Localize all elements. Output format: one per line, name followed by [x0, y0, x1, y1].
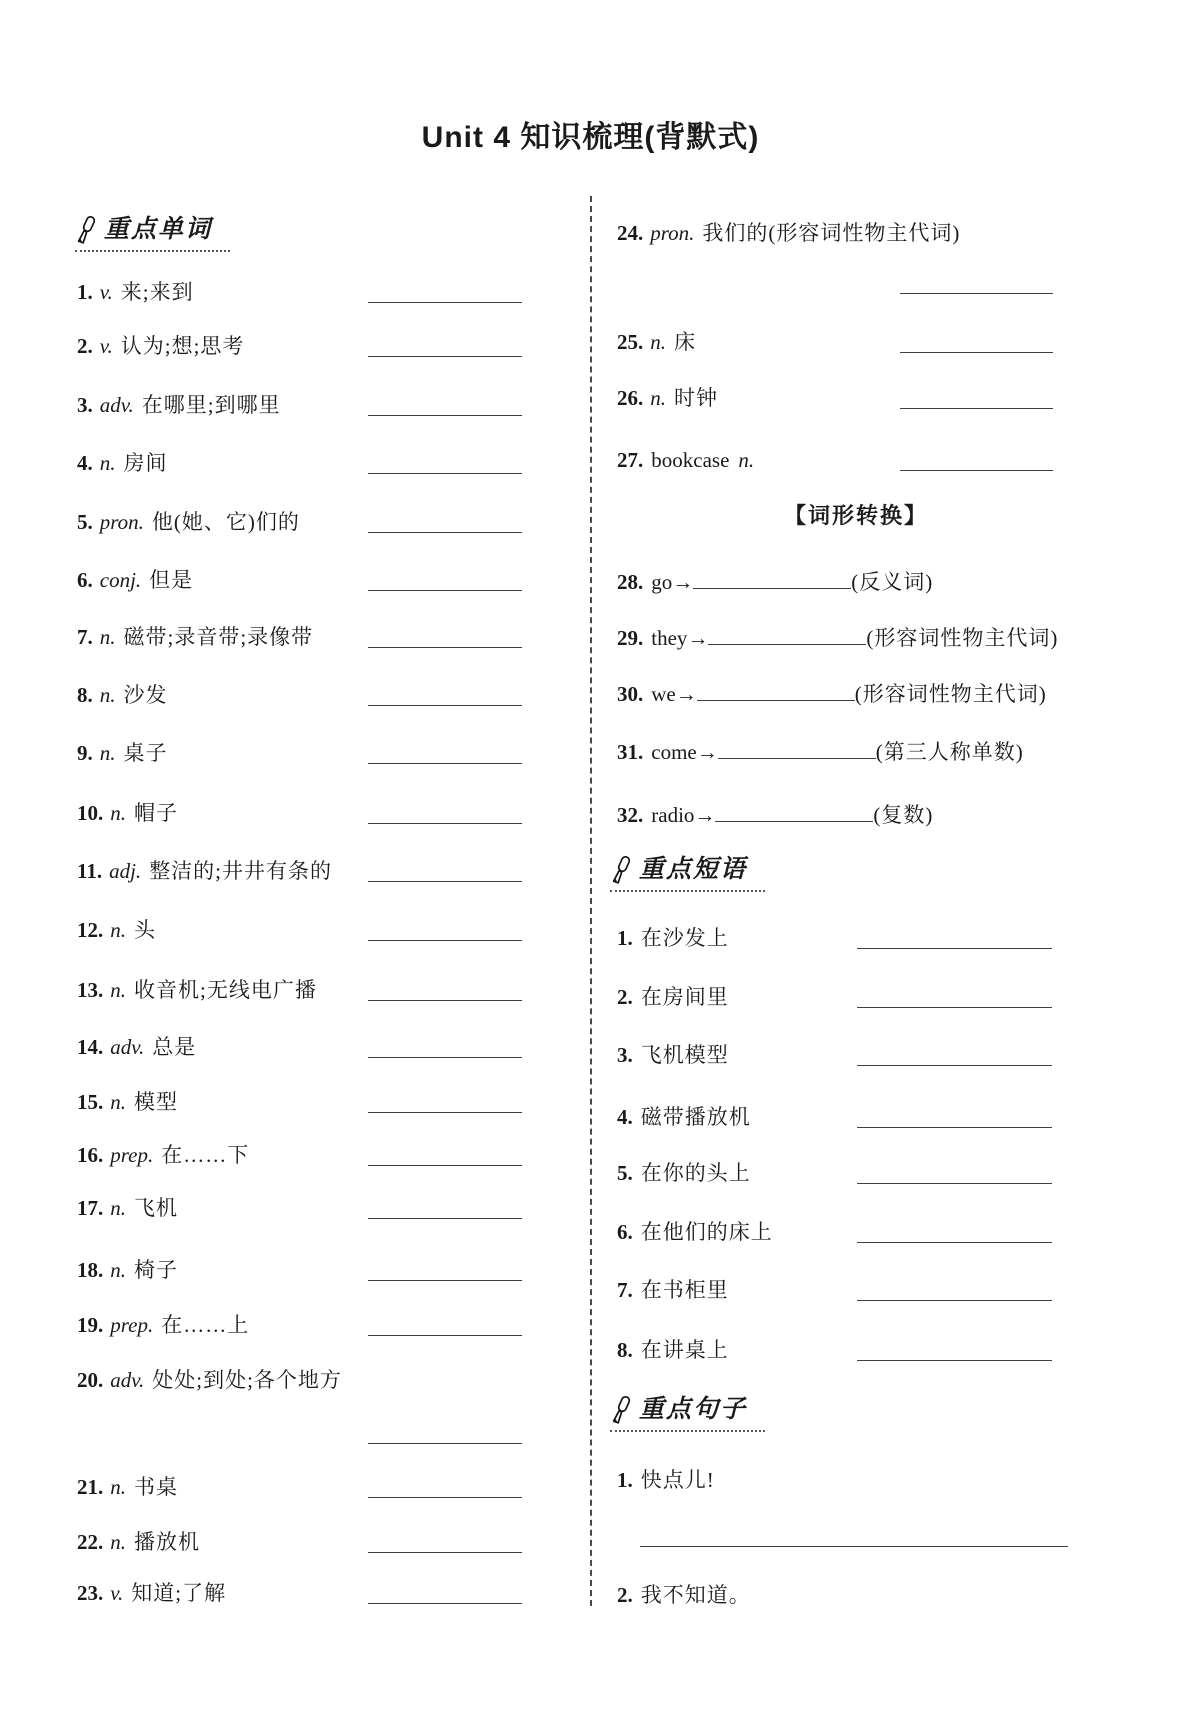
answer-blank[interactable] — [900, 408, 1053, 409]
item-pos: n. — [738, 448, 755, 472]
answer-blank[interactable] — [368, 940, 522, 941]
word-item — [75, 912, 545, 944]
word-item — [75, 1469, 545, 1501]
answer-row — [610, 1518, 1102, 1550]
item-number: 6. — [77, 568, 93, 592]
column-divider — [590, 196, 592, 1606]
item-number: 13. — [77, 978, 104, 1002]
word-item — [75, 1084, 545, 1116]
answer-blank[interactable] — [368, 1218, 522, 1219]
word-item-label — [77, 1195, 178, 1222]
item-def: 磁带;录音带;录像带 — [123, 625, 314, 649]
word-item-label — [77, 1034, 196, 1061]
item-number: 19. — [77, 1313, 104, 1337]
pen-icon — [610, 855, 632, 885]
transform-item-label — [617, 681, 1047, 708]
word-item-label — [617, 385, 718, 412]
word-item — [75, 853, 545, 885]
item-pos: n. — [99, 683, 116, 707]
phrase-item — [610, 1155, 1102, 1187]
word-item — [610, 215, 1102, 247]
item-number: 26. — [617, 386, 644, 410]
word-item — [75, 1362, 545, 1394]
word-item-label — [77, 567, 193, 594]
word-item — [75, 1307, 545, 1339]
item-note: (反义词) — [851, 570, 934, 594]
word-item — [75, 1190, 545, 1222]
item-number: 2. — [617, 985, 633, 1009]
item-def: 房间 — [123, 451, 168, 475]
item-pos: n. — [99, 741, 116, 765]
item-number: 1. — [617, 926, 633, 950]
item-pos: n. — [110, 1258, 126, 1282]
answer-blank[interactable] — [368, 1603, 522, 1604]
item-pos: n. — [110, 1530, 126, 1554]
item-number: 8. — [77, 683, 93, 707]
item-def: 沙发 — [123, 683, 168, 707]
phrase-item-label — [617, 925, 729, 952]
item-def: 他(她、它)们的 — [151, 510, 300, 534]
word-item-label — [77, 624, 313, 651]
transform-header: 【词形转换】 — [783, 503, 928, 528]
word-item — [610, 442, 1102, 474]
item-number: 31. — [617, 740, 644, 764]
item-def: 飞机 — [134, 1196, 178, 1220]
page-title: Unit 4 知识梳理(背默式) — [421, 121, 760, 154]
item-def: 我们的(形容词性物主代词) — [702, 221, 961, 245]
answer-blank[interactable] — [900, 352, 1053, 353]
item-number: 25. — [617, 330, 644, 354]
word-item — [75, 504, 545, 536]
item-number: 22. — [77, 1530, 104, 1554]
item-def: 在他们的床上 — [640, 1220, 773, 1244]
item-pos: n. — [110, 918, 126, 942]
word-item-label — [77, 450, 168, 477]
section-title: 重点句子 — [639, 1394, 748, 1423]
sentence-item — [610, 1462, 1102, 1494]
answer-blank[interactable] — [900, 470, 1053, 471]
answer-blank[interactable] — [368, 473, 522, 474]
answer-blank[interactable] — [368, 1443, 522, 1444]
item-def: 总是 — [152, 1035, 197, 1059]
item-pos: pron. — [99, 510, 144, 534]
word-item — [75, 274, 545, 306]
answer-blank[interactable] — [368, 881, 522, 882]
answer-blank[interactable] — [368, 356, 522, 357]
item-number: 16. — [77, 1143, 104, 1167]
answer-blank[interactable] — [857, 1007, 1052, 1008]
transform-item-label — [617, 739, 1024, 766]
sentence-item — [610, 1577, 1102, 1609]
word-item — [75, 972, 545, 1004]
item-note: (形容词性物主代词) — [854, 682, 1047, 706]
word-item — [75, 619, 545, 651]
answer-blank[interactable] — [368, 823, 522, 824]
word-item — [610, 324, 1102, 356]
phrase-item — [610, 1272, 1102, 1304]
transform-item — [610, 564, 1102, 596]
item-number: 14. — [77, 1035, 104, 1059]
item-number: 3. — [617, 1043, 633, 1067]
item-number: 15. — [77, 1090, 104, 1114]
answer-blank[interactable] — [368, 705, 522, 706]
item-note: (复数) — [873, 803, 934, 827]
item-note: (第三人称单数) — [875, 740, 1024, 764]
word-item-label — [77, 1312, 249, 1339]
item-pos: adj. — [109, 859, 142, 883]
item-pos: adv. — [110, 1368, 145, 1392]
item-pos: n. — [110, 1090, 126, 1114]
answer-blank[interactable] — [857, 1127, 1052, 1128]
phrase-item-label — [617, 1042, 729, 1069]
item-number: 27. — [617, 448, 644, 472]
item-word: come→ — [651, 740, 718, 764]
item-number: 17. — [77, 1196, 104, 1220]
transform-item — [610, 797, 1102, 829]
word-item-label — [77, 858, 332, 885]
item-number: 5. — [77, 510, 93, 534]
word-item-label — [77, 800, 178, 827]
item-def: 在哪里;到哪里 — [141, 393, 281, 417]
transform-item-label — [617, 802, 933, 829]
answer-blank[interactable] — [368, 763, 522, 764]
item-pos: v. — [110, 1581, 124, 1605]
item-number: 28. — [617, 570, 644, 594]
answer-row — [75, 1415, 545, 1447]
item-def: 在沙发上 — [640, 926, 729, 950]
word-item — [75, 1524, 545, 1556]
item-def: 模型 — [134, 1090, 178, 1114]
answer-blank-inline[interactable] — [697, 700, 855, 701]
item-pos: prep. — [110, 1313, 154, 1337]
section-title: 重点短语 — [639, 854, 748, 883]
item-def: 我不知道。 — [640, 1583, 751, 1607]
word-item-label — [77, 1474, 178, 1501]
item-number: 5. — [617, 1161, 633, 1185]
phrase-item-label — [617, 1104, 751, 1131]
word-item-label — [77, 977, 317, 1004]
word-item-label — [617, 329, 696, 356]
answer-blank[interactable] — [857, 1242, 1052, 1243]
phrase-item — [610, 1099, 1102, 1131]
item-number: 9. — [77, 741, 93, 765]
item-word: radio→ — [651, 803, 716, 827]
word-item — [75, 1252, 545, 1284]
word-item-label — [77, 740, 168, 767]
item-number: 24. — [617, 221, 644, 245]
word-item-label — [77, 333, 244, 360]
item-pos: n. — [110, 978, 126, 1002]
item-number: 8. — [617, 1338, 633, 1362]
item-def: 桌子 — [123, 741, 168, 765]
phrase-item — [610, 920, 1102, 952]
item-def: 帽子 — [134, 801, 178, 825]
item-number: 18. — [77, 1258, 104, 1282]
word-item-label — [77, 1367, 342, 1394]
item-word: go→ — [651, 570, 694, 594]
answer-blank[interactable] — [900, 293, 1053, 294]
word-item — [75, 387, 545, 419]
word-item-label — [77, 682, 168, 709]
item-number: 10. — [77, 801, 104, 825]
item-def: 在你的头上 — [640, 1161, 751, 1185]
answer-blank[interactable] — [368, 1165, 522, 1166]
answer-blank[interactable] — [368, 1335, 522, 1336]
phrase-item — [610, 1214, 1102, 1246]
section-title: 重点单词 — [104, 214, 213, 243]
answer-blank[interactable] — [368, 302, 522, 303]
word-item-label — [77, 1529, 200, 1556]
item-number: 2. — [77, 334, 93, 358]
word-item-label — [77, 279, 194, 306]
phrase-item — [610, 1332, 1102, 1364]
phrase-item — [610, 1037, 1102, 1069]
item-number: 20. — [77, 1368, 104, 1392]
item-def: 快点儿! — [640, 1468, 715, 1492]
item-def: 头 — [134, 918, 156, 942]
item-pos: n. — [650, 330, 666, 354]
item-number: 30. — [617, 682, 644, 706]
pen-icon — [75, 215, 97, 245]
phrase-item-label — [617, 1337, 729, 1364]
item-def: 在房间里 — [640, 985, 729, 1009]
answer-blank[interactable] — [368, 1497, 522, 1498]
answer-row — [610, 265, 1102, 297]
item-def: 时钟 — [674, 386, 718, 410]
item-pos: n. — [99, 451, 116, 475]
item-pos: adv. — [99, 393, 134, 417]
answer-blank[interactable] — [857, 1360, 1052, 1361]
item-number: 7. — [77, 625, 93, 649]
item-word: we→ — [651, 682, 697, 706]
item-def: 处处;到处;各个地方 — [152, 1368, 342, 1392]
item-number: 1. — [77, 280, 93, 304]
word-item-label — [617, 447, 754, 474]
answer-blank[interactable] — [368, 1057, 522, 1058]
phrase-item-label — [617, 1160, 751, 1187]
item-def: 书桌 — [134, 1475, 178, 1499]
phrase-item-label — [617, 1219, 773, 1246]
word-item — [75, 562, 545, 594]
item-number: 21. — [77, 1475, 104, 1499]
answer-blank-inline[interactable] — [693, 588, 851, 589]
word-item — [75, 1137, 545, 1169]
item-number: 29. — [617, 626, 644, 650]
sentence-item-label — [617, 1467, 715, 1494]
word-item-label — [77, 509, 300, 536]
item-number: 1. — [617, 1468, 633, 1492]
answer-blank-inline[interactable] — [718, 758, 876, 759]
item-pos: prep. — [110, 1143, 154, 1167]
answer-blank[interactable] — [368, 1280, 522, 1281]
item-pos: n. — [650, 386, 666, 410]
word-item — [75, 328, 545, 360]
item-pos: conj. — [99, 568, 142, 592]
item-pos: n. — [110, 801, 126, 825]
item-def: 收音机;无线电广播 — [134, 978, 317, 1002]
section-header-key-phrases — [610, 855, 765, 892]
word-item-label — [77, 1142, 249, 1169]
item-number: 4. — [617, 1105, 633, 1129]
word-item — [75, 795, 545, 827]
item-def: 播放机 — [134, 1530, 200, 1554]
transform-item — [610, 620, 1102, 652]
answer-blank[interactable] — [368, 532, 522, 533]
item-def: 在……下 — [161, 1143, 250, 1167]
item-number: 2. — [617, 1583, 633, 1607]
phrase-item-label — [617, 984, 729, 1011]
word-item — [75, 1029, 545, 1061]
phrase-item-label — [617, 1277, 729, 1304]
item-pos: n. — [110, 1196, 126, 1220]
item-def: 床 — [674, 330, 696, 354]
transform-item-label — [617, 569, 933, 596]
answer-blank[interactable] — [368, 647, 522, 648]
item-number: 7. — [617, 1278, 633, 1302]
right-column — [610, 0, 1102, 1730]
item-def: 知道;了解 — [131, 1581, 227, 1605]
item-number: 6. — [617, 1220, 633, 1244]
word-item-label — [617, 220, 960, 247]
answer-blank[interactable] — [368, 590, 522, 591]
answer-blank[interactable] — [857, 1300, 1052, 1301]
answer-blank[interactable] — [368, 1000, 522, 1001]
transform-item-label — [617, 625, 1058, 652]
answer-blank-inline[interactable] — [715, 821, 873, 822]
section-header-key-sentences — [610, 1395, 765, 1432]
sentence-item-label — [617, 1582, 751, 1609]
item-def: 整洁的;井井有条的 — [149, 859, 333, 883]
item-pos: adv. — [110, 1035, 145, 1059]
item-number: 3. — [77, 393, 93, 417]
transform-item — [610, 676, 1102, 708]
item-word: they→ — [651, 626, 709, 650]
item-number: 12. — [77, 918, 104, 942]
answer-blank[interactable] — [368, 1552, 522, 1553]
item-def: 磁带播放机 — [640, 1105, 751, 1129]
item-def: 在讲桌上 — [640, 1338, 729, 1362]
item-def: 来;来到 — [120, 280, 194, 304]
item-number: 32. — [617, 803, 644, 827]
item-pos: v. — [99, 280, 113, 304]
item-note: (形容词性物主代词) — [866, 626, 1059, 650]
word-item — [75, 445, 545, 477]
word-item-label — [77, 1089, 178, 1116]
word-item — [75, 677, 545, 709]
item-def: 认为;想;思考 — [120, 334, 245, 358]
answer-blank[interactable] — [640, 1546, 1068, 1547]
item-def: 椅子 — [134, 1258, 178, 1282]
answer-blank[interactable] — [368, 415, 522, 416]
answer-blank[interactable] — [368, 1112, 522, 1113]
pen-icon — [610, 1395, 632, 1425]
answer-blank-inline[interactable] — [708, 644, 866, 645]
transform-item — [610, 734, 1102, 766]
answer-blank[interactable] — [857, 1183, 1052, 1184]
item-number: 23. — [77, 1581, 104, 1605]
item-pos: n. — [99, 625, 116, 649]
word-item — [75, 1575, 545, 1607]
section-header-key-words — [75, 215, 230, 252]
word-item — [610, 380, 1102, 412]
item-pos: v. — [99, 334, 113, 358]
answer-blank[interactable] — [857, 948, 1052, 949]
item-pos: pron. — [650, 221, 695, 245]
item-number: 4. — [77, 451, 93, 475]
item-def: 在书柜里 — [640, 1278, 729, 1302]
item-def: 在……上 — [161, 1313, 250, 1337]
word-item — [75, 735, 545, 767]
answer-blank[interactable] — [857, 1065, 1052, 1066]
word-item-label — [77, 1257, 178, 1284]
word-item-label — [77, 917, 156, 944]
item-pos: n. — [110, 1475, 126, 1499]
item-number: 11. — [77, 859, 103, 883]
word-item-label — [77, 1580, 226, 1607]
word-item-label — [77, 392, 281, 419]
left-column — [75, 0, 545, 1730]
item-def: 飞机模型 — [640, 1043, 729, 1067]
item-word: bookcase — [651, 448, 730, 472]
item-def: 但是 — [149, 568, 194, 592]
phrase-item — [610, 979, 1102, 1011]
